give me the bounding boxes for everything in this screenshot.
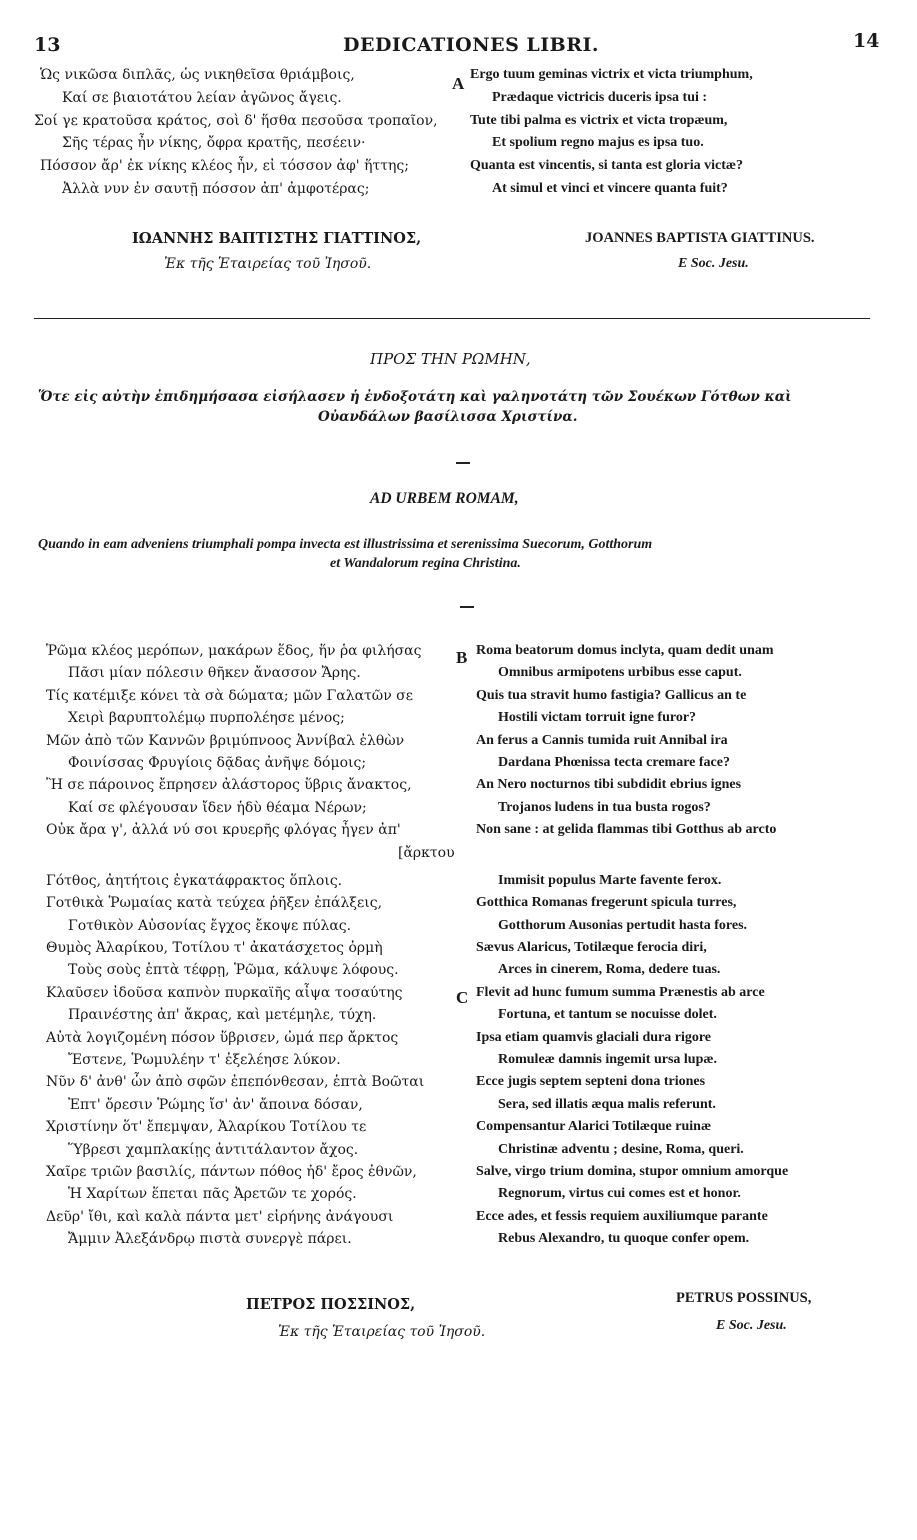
section1-greek-verses — [34, 64, 450, 201]
verse-line: Κλαῦσεν ἰδοῦσα καπνὸν πυρκαϊῆς αἶψα τοσαύτης — [46, 984, 403, 1001]
verse-line: Omnibus armipotens urbibus esse caput. — [498, 665, 742, 681]
verse-line: Ὡς νικῶσα διπλᾶς, ὡς νικηθεῖσα θριάμβοις, — [40, 67, 355, 83]
verse-line: Γοτθικὸν Αὐσονίας ἔγχος ἔκοψε πύλας. — [68, 917, 352, 934]
verse-line: Ἐπτ' ὄρεσιν Ῥώμης ἴσ' ἀν' ἄποινα δόσαν, — [68, 1096, 363, 1113]
verse-line: Quis tua stravit humo fastigia? Gallicus an te — [476, 687, 747, 703]
verse-line: Γοτθικὰ Ῥωμαίας κατὰ τεύχεα ῥῆξεν ἐπάλξεις, — [46, 895, 383, 912]
verse-line-continuation: [ἄρκτου — [398, 844, 455, 861]
greek-poem-title: ΠΡΟΣ ΤΗΝ ΡΩΜΗΝ, — [370, 350, 531, 368]
verse-line: Οὐκ ἄρα γ', ἀλλά νύ σοι κρυερῆς φλόγας ἦγεν ἀπ' — [46, 822, 401, 839]
verse-line: Πᾶσι μίαν πόλεσιν θῆκεν ἄνασσον Ἄρης. — [68, 665, 361, 682]
verse-line: Dardana Phœnissa tecta cremare face? — [498, 754, 730, 770]
verse-line: Hostili victam torruit igne furor? — [498, 710, 697, 726]
verse-line: Γότθος, ἀητήτοις ἐγκατάφρακτος ὅπλοις. — [46, 872, 343, 889]
verse-line: Χειρὶ βαρυπτολέμῳ πυρπολέησε μένος; — [68, 710, 345, 727]
verse-line: Ipsa etiam quamvis glaciali dura rigore — [476, 1029, 712, 1045]
verse-line: Romuleæ damnis ingemit ursa lupæ. — [498, 1052, 717, 1068]
section1-latin-verses — [470, 64, 890, 201]
heading-dash — [456, 462, 470, 464]
verse-line: Ἀλλὰ νυν ἐν σαυτῇ πόσσον ἀπ' ἀμφοτέρας; — [62, 180, 370, 197]
latin-society-line: E Soc. Jesu. — [716, 1318, 787, 1333]
verse-line: An ferus a Cannis tumida ruit Annibal ira — [476, 732, 728, 748]
verse-line: Regnorum, virtus cui comes est et honor. — [498, 1186, 741, 1202]
verse-line: Et spolium regno majus es ipsa tuo. — [492, 135, 704, 151]
verse-line: Σοί γε κρατοῦσα κράτος, σοὶ δ' ἥσθα πεσοῦσα τροπαῖον, — [34, 112, 438, 129]
verse-line: Μῶν ἀπὸ τῶν Καννῶν βριμύπνοος Ἀννίβαλ ἐλθὼν — [46, 732, 405, 749]
verse-line: Christinæ adventu ; desine, Roma, queri. — [498, 1141, 744, 1157]
running-title: DEDICATIONES LIBRI. — [343, 34, 600, 56]
verse-line: Immisit populus Marte favente ferox. — [498, 872, 722, 888]
greek-poem-subtitle-1: Ὅτε εἰς αὐτὴν ἐπιδημήσασα εἰσήλασεν ἡ ἐνδοξοτάτη καὶ γαληνοτάτη τῶν Σουέκων Γότθων καὶ — [38, 389, 792, 405]
latin-author-name: PETRUS POSSINUS, — [676, 1290, 812, 1306]
verse-line: Arces in cinerem, Roma, dedere tuas. — [498, 962, 721, 978]
verse-line-spacer — [476, 842, 891, 864]
verse-line: Rebus Alexandro, tu quoque confer opem. — [498, 1231, 750, 1247]
verse-line: Gotthica Romanas fregerunt spicula turres, — [476, 895, 737, 911]
verse-line: Salve, virgo trium domina, stupor omnium amorque — [476, 1163, 789, 1179]
verse-line: Σῆς τέρας ἦν νίκης, ὄφρα κρατῆς, πεσέειν· — [62, 135, 366, 152]
verse-line: Καί σε φλέγουσαν ἴδεν ἡδὺ θέαμα Νέρων; — [68, 799, 367, 816]
verse-line: Ergo tuum geminas victrix et victa triumphum, — [470, 67, 753, 82]
greek-society-line: Ἐκ τῆς Ἑταιρείας τοῦ Ἰησοῦ. — [164, 256, 372, 272]
latin-poem-subtitle-2: et Wandalorum regina Christina. — [330, 556, 521, 571]
greek-poem-subtitle-2: Οὐανδάλων βασίλισσα Χριστίνα. — [318, 409, 578, 425]
verse-line: Χριστίνην ὅτ' ἔπεμψαν, Ἀλαρίκου Τοτίλου τε — [46, 1119, 367, 1136]
latin-poem-subtitle-1: Quando in eam adveniens triumphali pompa invecta est illustrissima et serenissima Suecorum, Gotthorum — [38, 537, 653, 552]
verse-line: Ecce ades, et fessis requiem auxiliumque parante — [476, 1208, 768, 1224]
verse-line: Ἡ Χαρίτων ἕπεται πᾶς Ἀρετῶν τε χορός. — [68, 1186, 357, 1203]
verse-line: Τίς κατέμιξε κόνει τὰ σὰ δώματα; μῶν Γαλατῶν σε — [46, 687, 413, 704]
verse-line: Sera, sed illatis æqua malis referunt. — [498, 1096, 716, 1112]
verse-line: Ὕβρεσι χαμπλακίῃς ἀντιτάλαντον ἄχος. — [68, 1141, 359, 1158]
verse-line: At simul et vinci et vincere quanta fuit? — [492, 180, 728, 196]
greek-author-name: ΙΩΑΝΝΗΣ ΒΑΠΤΙΣΤΗΣ ΓΙΑΤΤΙΝΟΣ, — [132, 230, 422, 247]
verse-line: Gotthorum Ausonias pertudit hasta fores. — [498, 917, 748, 933]
verse-line: Ecce jugis septem septeni dona triones — [476, 1074, 706, 1090]
verse-line: Δεῦρ' ἴθι, καὶ καλὰ πάντα μετ' εἰρήνης ἀνάγουσι — [46, 1208, 394, 1225]
verse-line: Sævus Alaricus, Totilæque ferocia diri, — [476, 940, 707, 956]
verse-line: Ἔστενε, Ῥωμυλέην τ' ἐξελέησε λύκον. — [68, 1052, 341, 1069]
verse-line: Αὐτὰ λογιζομένη πόσον ὕβρισεν, ὠμά περ ἄρκτος — [46, 1029, 399, 1046]
verse-line: Roma beatorum domus inclyta, quam dedit unam — [476, 643, 774, 658]
verse-line: Νῦν δ' ἀνθ' ὧν ἀπὸ σφῶν ἐπεπόνθεσαν, ἑπτὰ Βοῶται — [46, 1074, 425, 1091]
verse-line: Compensantur Alarici Totilæque ruinæ — [476, 1119, 712, 1135]
verse-line: An Nero nocturnos tibi subdidit ebrius ignes — [476, 777, 742, 793]
verse-line: Flevit ad hunc fumum summa Prænestis ab arce — [476, 984, 765, 1000]
section-divider — [34, 318, 870, 319]
latin-society-line: E Soc. Jesu. — [678, 256, 749, 271]
verse-line: Ῥῶμα κλέος μερόπων, μακάρων ἕδος, ἥν ῥα φιλήσας — [46, 643, 422, 659]
verse-line: Πόσσον ἄρ' ἐκ νίκης κλέος ἦν, εἰ τόσσον ἀφ' ἥττης; — [40, 158, 409, 175]
column-marker-b: B — [456, 648, 468, 667]
greek-society-line: Ἐκ τῆς Ἑταιρείας τοῦ Ἰησοῦ. — [278, 1324, 486, 1340]
latin-poem-title: AD URBEM ROMAM, — [370, 490, 519, 507]
verse-line: Ἢ σε πάροινος ἔπρησεν ἀλάστορος ὕβρις ἄνακτος, — [46, 777, 412, 794]
page-number-left: 13 — [34, 34, 61, 56]
verse-line: Θυμὸς Ἀλαρίκου, Τοτίλου τ' ἀκατάσχετος ὁρμὴ — [46, 940, 383, 957]
verse-line: Τοὺς σοὺς ἑπτὰ τέφρῃ, Ῥῶμα, κάλυψε λόφους. — [68, 962, 399, 979]
verse-line: Fortuna, et tantum se nocuisse dolet. — [498, 1007, 717, 1023]
verse-line: Tute tibi palma es victrix et victa tropæum, — [470, 112, 728, 128]
column-marker-a: A — [452, 74, 465, 93]
column-marker-c: C — [456, 988, 469, 1007]
section2-latin-verses — [476, 640, 891, 1251]
page-number-right: 14 — [853, 30, 880, 52]
verse-line: Πραινέστης ἀπ' ἄκρας, καὶ μετέμηλε, τύχη. — [68, 1007, 377, 1024]
verse-line: Quanta est vincentis, si tanta est gloria victæ? — [470, 158, 743, 174]
verse-line: Καί σε βιαιοτάτου λείαν ἀγῶνος ἄγεις. — [62, 89, 342, 106]
greek-author-name: ΠΕΤΡΟΣ ΠΟΣΣΙΝΟΣ, — [246, 1296, 416, 1313]
verse-line: Non sane : at gelida flammas tibi Gotthus ab arcto — [476, 822, 777, 838]
verse-line: Prædaque victricis duceris ipsa tui : — [492, 89, 708, 105]
verse-line: Χαῖρε τριῶν βασιλίς, πάντων πόθος ἠδ' ἔρος ἐθνῶν, — [46, 1163, 417, 1180]
verse-line: Trojanos ludens in tua busta rogos? — [498, 799, 711, 815]
heading-dash — [460, 606, 474, 608]
verse-line: Ἄμμιν Ἀλεξάνδρῳ πιστὰ συνεργὲ πάρει. — [68, 1231, 352, 1248]
latin-author-name: JOANNES BAPTISTA GIATTINUS. — [585, 230, 815, 246]
verse-line: Φοινίσσας Φρυγίοις δᾷδας ἀνῆψε δόμοις; — [68, 754, 367, 771]
section2-greek-verses — [46, 640, 458, 1251]
